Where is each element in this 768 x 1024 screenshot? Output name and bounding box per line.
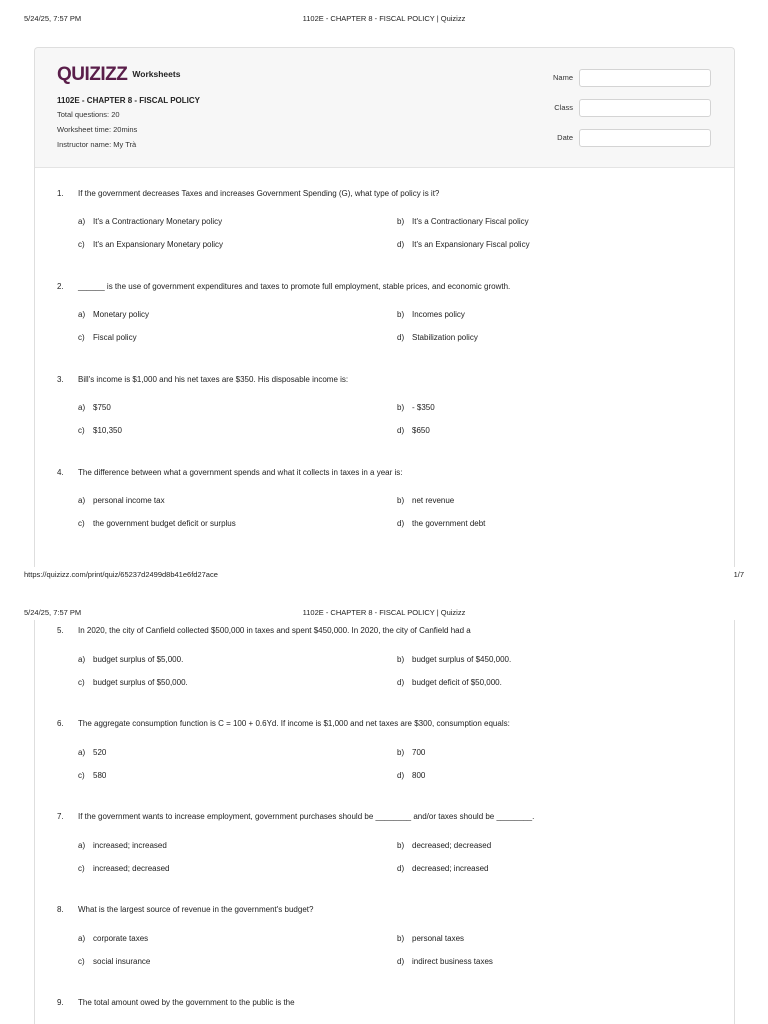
date-label: Date (557, 133, 573, 142)
print-title: 1102E - CHAPTER 8 - FISCAL POLICY | Quizizz (302, 14, 466, 23)
option-a[interactable]: a) increased; increased (78, 841, 167, 850)
question-text: ______ is the use of government expenditures and taxes to promote full employment, stable prices, and economic growth. (78, 282, 511, 291)
option-d[interactable]: d) indirect business taxes (397, 957, 493, 966)
class-label: Class (554, 103, 573, 112)
option-a[interactable]: a) corporate taxes (78, 934, 149, 943)
option-d[interactable]: d) budget deficit of $50,000. (397, 678, 502, 687)
option-b[interactable]: b) - $350 (397, 403, 435, 412)
date-field[interactable] (579, 129, 711, 147)
question-text: In 2020, the city of Canfield collected $500,000 in taxes and spent $450,000. In 2020, the city of Canfield had a (78, 626, 471, 635)
option-d[interactable]: d) the government debt (397, 519, 486, 528)
question-text: The difference between what a government spends and what it collects in taxes in a year is: (78, 468, 403, 477)
print-datetime: 5/24/25, 7:57 PM (24, 608, 82, 617)
worksheet-header (35, 48, 734, 168)
option-c[interactable]: c) 580 (78, 771, 107, 780)
option-b[interactable]: b) personal taxes (397, 934, 465, 943)
question-text: If the government decreases Taxes and increases Government Spending (G), what type of policy is it? (78, 189, 440, 198)
option-b[interactable]: b) 700 (397, 748, 426, 757)
option-d[interactable]: d) decreased; increased (397, 864, 489, 873)
option-b[interactable]: b) budget surplus of $450,000. (397, 655, 512, 664)
question-number: 9. (57, 998, 64, 1007)
option-c[interactable]: c) $10,350 (78, 426, 122, 435)
quizizz-logo (57, 64, 180, 86)
option-b[interactable]: b) It's a Contractionary Fiscal policy (397, 217, 529, 226)
question-text: Bill's income is $1,000 and his net taxes are $350. His disposable income is: (78, 375, 349, 384)
option-d[interactable]: d) Stabilization policy (397, 333, 478, 342)
instructor-name: Instructor name: My Trà (57, 140, 137, 149)
worksheet-page-2 (34, 620, 735, 1024)
question-text: The aggregate consumption function is C = 100 + 0.6Yd. If income is $1,000 and net taxes are $300, consumption equals: (78, 719, 510, 728)
option-a[interactable]: a) It's a Contractionary Monetary policy (78, 217, 223, 226)
worksheet-time: Worksheet time: 20mins (57, 125, 138, 134)
print-url: https://quizizz.com/print/quiz/65237d2499d8b41e6fd27ace (24, 570, 218, 579)
option-d[interactable]: d) $650 (397, 426, 430, 435)
worksheet-card (34, 47, 735, 567)
option-a[interactable]: a) Monetary policy (78, 310, 150, 319)
question-number: 1. (57, 189, 64, 198)
option-b[interactable]: b) Incomes policy (397, 310, 465, 319)
question-number: 7. (57, 812, 64, 821)
question-number: 5. (57, 626, 64, 635)
question-number: 4. (57, 468, 64, 477)
option-a[interactable]: a) personal income tax (78, 496, 165, 505)
option-d[interactable]: d) 800 (397, 771, 426, 780)
class-field[interactable] (579, 99, 711, 117)
question-text: The total amount owed by the government to the public is the (78, 998, 295, 1007)
question-number: 6. (57, 719, 64, 728)
question-number: 3. (57, 375, 64, 384)
option-c[interactable]: c) It's an Expansionary Monetary policy (78, 240, 224, 249)
option-a[interactable]: a) 520 (78, 748, 107, 757)
question-number: 2. (57, 282, 64, 291)
option-c[interactable]: c) increased; decreased (78, 864, 170, 873)
option-b[interactable]: b) decreased; decreased (397, 841, 492, 850)
option-c[interactable]: c) social insurance (78, 957, 151, 966)
page-number: 1/7 (733, 570, 744, 579)
print-title: 1102E - CHAPTER 8 - FISCAL POLICY | Quizizz (302, 608, 466, 617)
worksheet-title: 1102E - CHAPTER 8 - FISCAL POLICY (57, 96, 200, 105)
logo-wordmark: QUIZIZZ (57, 64, 128, 85)
print-datetime: 5/24/25, 7:57 PM (24, 14, 82, 23)
name-field[interactable] (579, 69, 711, 87)
option-a[interactable]: a) $750 (78, 403, 111, 412)
question-text: What is the largest source of revenue in the government's budget? (78, 905, 314, 914)
option-a[interactable]: a) budget surplus of $5,000. (78, 655, 184, 664)
option-b[interactable]: b) net revenue (397, 496, 455, 505)
option-c[interactable]: c) budget surplus of $50,000. (78, 678, 188, 687)
logo-subtitle: Worksheets (132, 69, 181, 79)
question-number: 8. (57, 905, 64, 914)
name-label: Name (552, 73, 573, 82)
total-questions: Total questions: 20 (57, 110, 120, 119)
question-text: If the government wants to increase employment, government purchases should be ________ and/or taxes should be ________. (78, 812, 535, 821)
option-d[interactable]: d) It's an Expansionary Fiscal policy (397, 240, 530, 249)
option-c[interactable]: c) Fiscal policy (78, 333, 137, 342)
option-c[interactable]: c) the government budget deficit or surplus (78, 519, 236, 528)
